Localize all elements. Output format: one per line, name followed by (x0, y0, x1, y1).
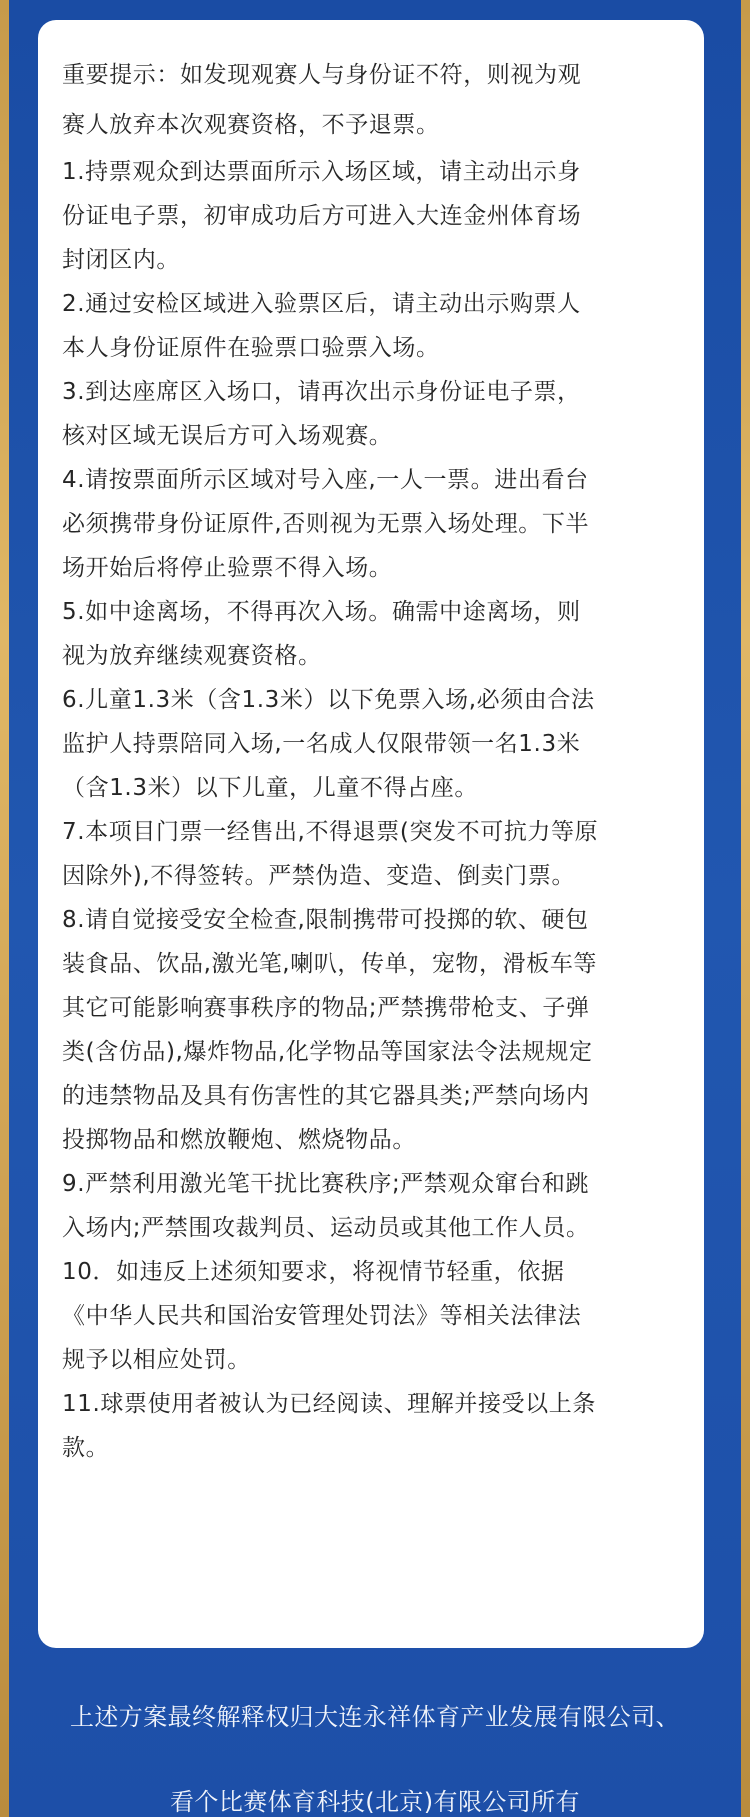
rule-11-line-2: 款。 (62, 1435, 110, 1461)
rule-11-line-1: 11.球票使用者被认为已经阅读、理解并接受以上条 (62, 1391, 596, 1417)
gold-border-left (0, 0, 9, 1817)
rule-10-line-2: 《中华人民共和国治安管理处罚法》等相关法律法 (62, 1303, 582, 1329)
rule-5-line-1: 5.如中途离场，不得再次入场。确需中途离场，则 (62, 599, 581, 625)
rule-10-line-1: 10．如违反上述须知要求，将视情节轻重，依据 (62, 1259, 565, 1285)
rule-9-line-1: 9.严禁利用激光笔干扰比赛秩序;严禁观众窜台和跳 (62, 1171, 590, 1197)
rule-1-line-2: 份证电子票，初审成功后方可进入大连金州体育场 (62, 203, 582, 229)
rule-4-line-3: 场开始后将停止验票不得入场。 (62, 555, 393, 581)
ticket-notice-card (38, 20, 704, 1648)
footer-line-1: 上述方案最终解释权归大连永祥体育产业发展有限公司、 (70, 1703, 680, 1731)
rule-1-line-1: 1.持票观众到达票面所示入场区域，请主动出示身 (62, 159, 581, 185)
rule-7-line-1: 7.本项目门票一经售出,不得退票(突发不可抗力等原 (62, 819, 599, 845)
rule-5-line-2: 视为放弃继续观赛资格。 (62, 643, 322, 669)
important-notice-line-1: 重要提示：如发现观赛人与身份证不符，则视为观 (62, 62, 582, 88)
rule-10-line-3: 规予以相应处罚。 (62, 1347, 251, 1373)
rule-4-line-1: 4.请按票面所示区域对号入座,一人一票。进出看台 (62, 467, 589, 493)
rule-6-line-3: （含1.3米）以下儿童，儿童不得占座。 (62, 775, 478, 801)
rule-8-line-5: 的违禁物品及具有伤害性的其它器具类;严禁向场内 (62, 1083, 590, 1109)
footer-disclaimer (20, 1697, 730, 1817)
rule-2-line-2: 本人身份证原件在验票口验票入场。 (62, 335, 440, 361)
rule-2-line-1: 2.通过安检区域进入验票区后，请主动出示购票人 (62, 291, 581, 317)
rule-8-line-6: 投掷物品和燃放鞭炮、燃烧物品。 (62, 1127, 416, 1153)
rule-1-line-3: 封闭区内。 (62, 247, 180, 273)
rule-8-line-4: 类(含仿品),爆炸物品,化学物品等国家法令法规规定 (62, 1039, 593, 1065)
rule-8-line-2: 装食品、饮品,激光笔,喇叭，传单，宠物，滑板车等 (62, 951, 598, 977)
rule-8-line-3: 其它可能影响赛事秩序的物品;严禁携带枪支、子弹 (62, 995, 590, 1021)
rule-6-line-2: 监护人持票陪同入场,一名成人仅限带领一名1.3米 (62, 731, 581, 757)
rule-9-line-2: 入场内;严禁围攻裁判员、运动员或其他工作人员。 (62, 1215, 590, 1241)
rule-8-line-1: 8.请自觉接受安全检查,限制携带可投掷的软、硬包 (62, 907, 589, 933)
important-notice-line-2: 赛人放弃本次观赛资格，不予退票。 (62, 112, 440, 138)
gold-border-right (741, 0, 750, 1817)
footer-line-2: 看个比赛体育科技(北京)有限公司所有 (170, 1788, 580, 1816)
rule-3-line-1: 3.到达座席区入场口，请再次出示身份证电子票， (62, 379, 581, 405)
rule-6-line-1: 6.儿童1.3米（含1.3米）以下免票入场,必须由合法 (62, 687, 595, 713)
rule-7-line-2: 因除外),不得签转。严禁伪造、变造、倒卖门票。 (62, 863, 576, 889)
rule-4-line-2: 必须携带身份证原件,否则视为无票入场处理。下半 (62, 511, 590, 537)
rule-3-line-2: 核对区域无误后方可入场观赛。 (62, 423, 393, 449)
